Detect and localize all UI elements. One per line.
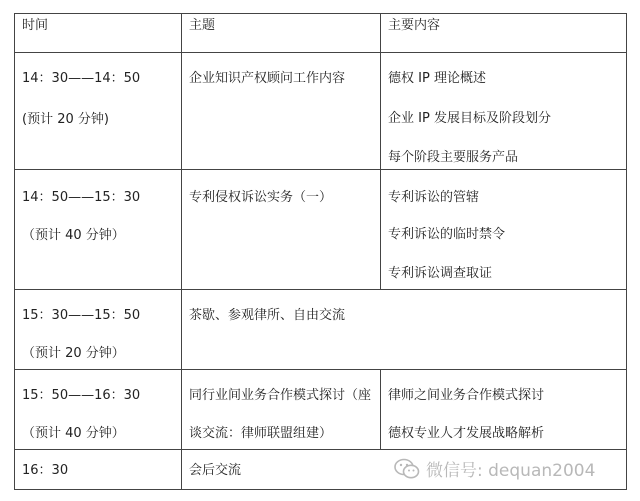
time-cell [15,290,182,370]
time-range: 16：30 [22,463,69,478]
time-cell [15,450,182,490]
header-cell [15,14,182,53]
schedule-table [14,13,627,490]
duration-note: （预计 40 分钟） [22,228,125,243]
table-row [15,53,627,170]
content-item: 每个阶段主要服务产品 [388,150,519,165]
duration-note: （预计 20 分钟） [22,346,125,361]
topic-cell [182,370,381,450]
content-item: 企业 IP 发展目标及阶段划分 [388,111,551,126]
duration-note: (预计 20 分钟) [22,112,109,127]
time-cell [15,170,182,290]
content-cell [381,170,627,290]
header-time: 时间 [22,18,49,33]
topic-cell [182,170,381,290]
table-row [15,170,627,290]
topic-line: 企业知识产权顾问工作内容 [189,71,346,86]
header-content: 主要内容 [388,18,441,33]
content-cell [381,53,627,170]
topic-cell [182,290,627,370]
table-header-row [15,14,627,53]
watermark-text: 微信号: dequan2004 [426,461,596,481]
time-range: 14：30——14：50 [22,71,141,86]
topic-line: 会后交流 [189,463,242,478]
content-item: 专利诉讼的临时禁令 [388,227,506,242]
time-range: 14：50——15：30 [22,190,141,205]
wechat-icon [394,458,420,480]
topic-cell [182,53,381,170]
content-item: 律师之间业务合作模式探讨 [388,388,545,403]
topic-line: 专利侵权诉讼实务（一） [189,190,333,205]
header-topic: 主题 [189,18,216,33]
content-item: 德权专业人才发展战略解析 [388,426,545,441]
content-item: 专利诉讼调查取证 [388,266,493,281]
topic-line: 谈交流：律师联盟组建） [189,426,333,441]
topic-line: 同行业间业务合作模式探讨（座 [189,388,372,403]
table-row [15,370,627,450]
time-cell [15,370,182,450]
table-row [15,290,627,370]
content-item: 德权 IP 理论概述 [388,71,486,86]
content-item: 专利诉讼的管辖 [388,190,480,205]
watermark [394,456,595,481]
time-range: 15：50——16：30 [22,388,141,403]
content-cell [381,370,627,450]
time-range: 15：30——15：50 [22,308,141,323]
header-cell [381,14,627,53]
duration-note: （预计 40 分钟） [22,426,125,441]
topic-line: 茶歇、参观律所、自由交流 [189,308,346,323]
time-cell [15,53,182,170]
header-cell [182,14,381,53]
